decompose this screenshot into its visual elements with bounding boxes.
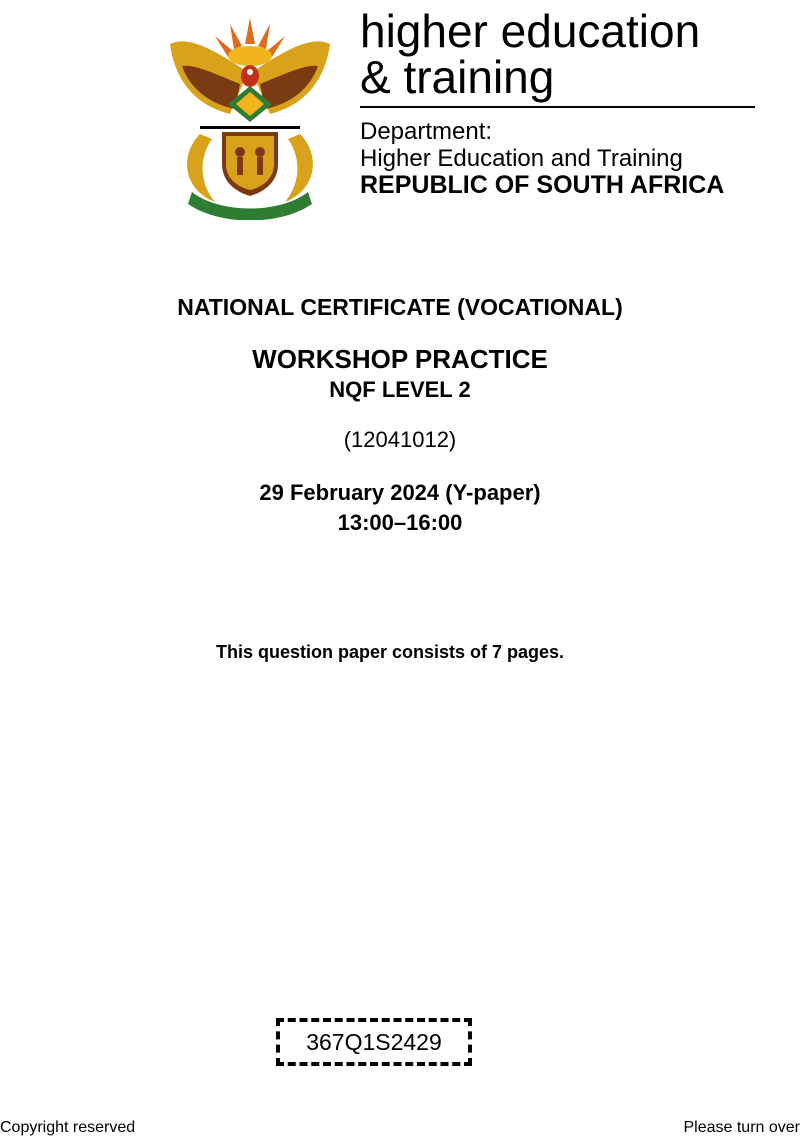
footer-turn-over: Please turn over: [683, 1119, 800, 1136]
footer-copyright: Copyright reserved: [0, 1119, 136, 1136]
exam-date: 29 February 2024 (Y-paper): [259, 480, 541, 505]
department-name: Higher Education and Training: [360, 145, 683, 172]
header-divider: [360, 106, 755, 108]
exam-time: 13:00–16:00: [337, 510, 463, 535]
subject-code: (12041012): [343, 427, 457, 452]
certificate-title: NATIONAL CERTIFICATE (VOCATIONAL): [177, 294, 623, 320]
country-name: REPUBLIC OF SOUTH AFRICA: [360, 171, 725, 199]
page-count-note: This question paper consists of 7 pages.: [215, 642, 565, 662]
paper-code-box: 367Q1S2429: [276, 1018, 472, 1066]
brand-title-line1: higher education: [360, 5, 701, 57]
coat-of-arms-icon: [160, 14, 340, 220]
department-label: Department:: [360, 118, 493, 145]
subject-title: WORKSHOP PRACTICE: [252, 344, 548, 374]
brand-title-line2: & training: [360, 51, 555, 103]
nqf-level: NQF LEVEL 2: [329, 377, 471, 402]
